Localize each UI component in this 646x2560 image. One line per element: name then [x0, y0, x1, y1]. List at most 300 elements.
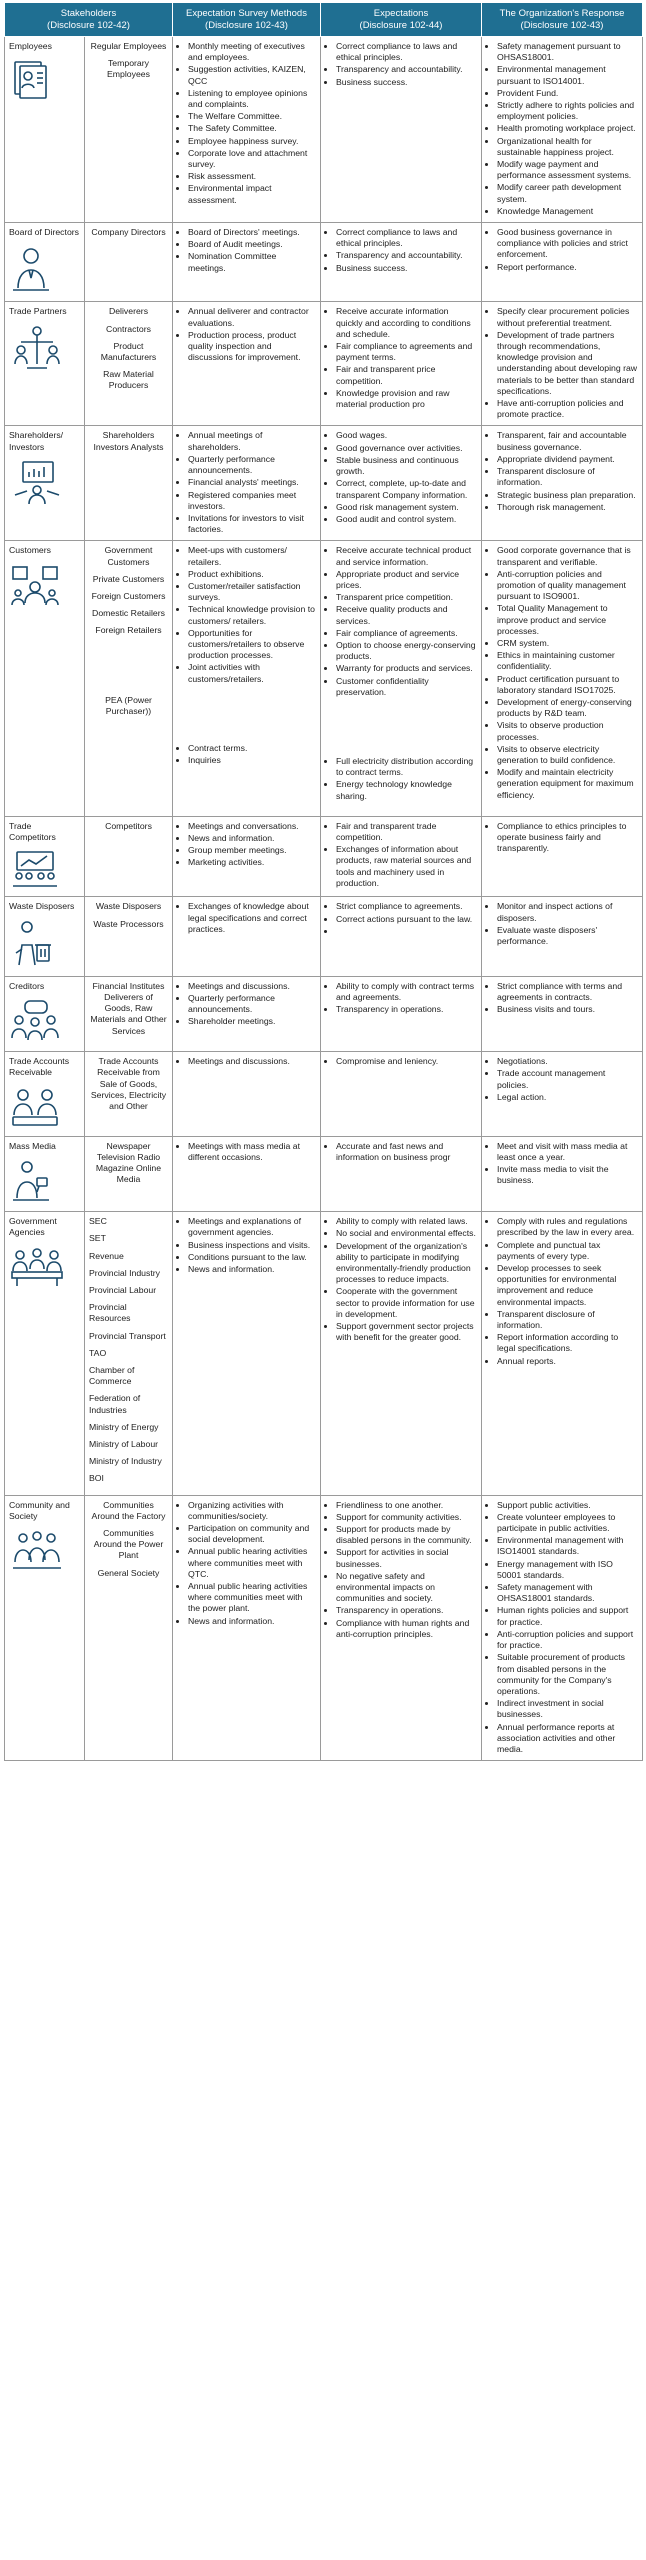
stakeholder-groups — [89, 1500, 168, 1579]
responses-list — [486, 545, 638, 800]
list-item: • News and information. — [188, 833, 316, 844]
responses-list — [486, 430, 638, 512]
responses-cell — [482, 223, 643, 302]
stakeholder-group: Ministry of Labour — [89, 1439, 159, 1450]
list-item: • Development of the organization's ability to participate in modifying environmentally-friendly production processes to reduce impacts. — [336, 1241, 477, 1286]
list-item: • Have anti-corruption policies and promote practice. — [497, 398, 638, 420]
list-item: • Compliance with human rights and anti-corruption principles. — [336, 1618, 477, 1640]
stakeholder-group: Shareholders Investors Analysts — [93, 430, 164, 452]
stakeholder-group: Foreign Retailers — [95, 625, 162, 636]
responses-cell — [482, 426, 643, 541]
list-item: • Friendliness to one another. — [336, 1500, 477, 1511]
expectations-list — [325, 1056, 477, 1067]
list-item: • Receive accurate technical product and service information. — [336, 545, 477, 567]
trade-partners-icon — [9, 324, 80, 375]
methods-cell — [173, 1136, 321, 1211]
expectations-list — [325, 756, 477, 802]
list-item: • Good risk management system. — [336, 502, 477, 513]
list-item: • No negative safety and environmental impacts on communities and society. — [336, 1571, 477, 1605]
groups-cell — [85, 816, 173, 897]
list-item: • Receive accurate information quickly and according to conditions and schedule. — [336, 306, 477, 340]
stakeholder-group: Domestic Retailers — [92, 608, 165, 619]
methods-list — [177, 227, 316, 274]
table-row — [5, 1495, 643, 1760]
methods-list — [177, 1056, 316, 1067]
groups-cell — [85, 37, 173, 223]
stakeholder-group: SEC — [89, 1216, 107, 1227]
expectations-list — [325, 901, 477, 937]
list-item: • Conditions pursuant to the law. — [188, 1252, 316, 1263]
stakeholder-groups — [89, 1141, 168, 1186]
stakeholder-groups — [89, 821, 168, 832]
list-item: • News and information. — [188, 1264, 316, 1275]
methods-list — [177, 901, 316, 935]
stakeholder-group: Ministry of Industry — [89, 1456, 162, 1467]
expectations-list — [325, 227, 477, 274]
stakeholder-group: Competitors — [105, 820, 152, 831]
list-item: • Fair and transparent trade competition. — [336, 821, 477, 843]
groups-cell — [85, 1052, 173, 1137]
list-item: • Meetings and conversations. — [188, 821, 316, 832]
responses-list — [486, 227, 638, 273]
methods-list — [177, 1141, 316, 1163]
stakeholder-name: Mass Media — [9, 1140, 56, 1151]
list-item: • Annual performance reports at association activities and other media. — [497, 1722, 638, 1756]
expectations-list — [325, 821, 477, 889]
header-title: The Organization's Response — [499, 7, 625, 19]
list-item: • Meetings and explanations of government agencies. — [188, 1216, 316, 1238]
table-row — [5, 426, 643, 541]
stakeholder-group: Company Directors — [91, 227, 166, 238]
responses-list — [486, 306, 638, 420]
expectations-cell — [321, 223, 482, 302]
responses-cell — [482, 816, 643, 897]
groups-cell — [85, 302, 173, 426]
list-item: • Accurate and fast news and information on business progr — [336, 1141, 477, 1163]
groups-cell — [85, 426, 173, 541]
groups-cell — [85, 1136, 173, 1211]
list-item: • Strictly adhere to rights policies and employment policies. — [497, 100, 638, 122]
list-item: • Compromise and leniency. — [336, 1056, 477, 1067]
stakeholder-group: General Society — [97, 1567, 160, 1578]
list-item: • Modify and maintain electricity generation equipment for maximum efficiency. — [497, 767, 638, 801]
expectations-list — [325, 1500, 477, 1640]
stakeholder-group: Revenue — [89, 1250, 124, 1261]
responses-cell — [482, 1052, 643, 1137]
stakeholder-group: Federation of Industries — [89, 1393, 141, 1415]
list-item: • Good corporate governance that is transparent and verifiable. — [497, 545, 638, 567]
list-item: • Safety management with OHSAS18001 standards. — [497, 1582, 638, 1604]
stakeholder-name: Board of Directors — [9, 227, 80, 238]
stakeholder-cell — [5, 37, 85, 223]
responses-cell — [482, 1495, 643, 1760]
methods-list — [177, 981, 316, 1028]
stakeholder-cell — [5, 426, 85, 541]
list-item: • Meetings with mass media at different occasions. — [188, 1141, 316, 1163]
list-item: • Participation on community and social development. — [188, 1523, 316, 1545]
list-item: • Modify career path development system. — [497, 182, 638, 204]
header-title: Expectations — [373, 7, 429, 19]
stakeholder-groups — [89, 227, 168, 238]
list-item: • Develop processes to seek opportunities for environmental improvement and reduce environmental impacts. — [497, 1263, 638, 1308]
stakeholder-groups — [89, 1056, 168, 1112]
stakeholder-groups — [89, 695, 168, 717]
stakeholder-cell — [5, 897, 85, 976]
list-item: • Fair and transparent price competition. — [336, 364, 477, 386]
groups-cell — [85, 223, 173, 302]
stakeholder-group: Provincial Transport — [89, 1330, 166, 1341]
expectations-cell — [321, 1052, 482, 1137]
list-item: • Strategic business plan preparation. — [497, 490, 638, 501]
list-item: • Group member meetings. — [188, 845, 316, 856]
list-item: • Corporate love and attachment survey. — [188, 148, 316, 170]
list-item: • Environmental impact assessment. — [188, 183, 316, 205]
list-item: • Strict compliance with terms and agreements in contracts. — [497, 981, 638, 1003]
stakeholder-group: Contractors — [106, 323, 151, 334]
list-item: • Transparency in operations. — [336, 1605, 477, 1616]
list-item: • Environmental management with ISO14001 standards. — [497, 1535, 638, 1557]
list-item: • Transparency in operations. — [336, 1004, 477, 1015]
responses-cell — [482, 302, 643, 426]
creditors-icon — [9, 998, 80, 1047]
table-row — [5, 816, 643, 897]
list-item: • Joint activities with customers/retailers. — [188, 662, 316, 684]
list-item: • Report performance. — [497, 262, 638, 273]
stakeholder-name: Trade Accounts Receivable — [9, 1056, 70, 1078]
stakeholder-group: Provincial Industry — [89, 1267, 160, 1278]
list-item: • Nomination Committee meetings. — [188, 251, 316, 273]
methods-cell — [173, 37, 321, 223]
list-item: • Ability to comply with contract terms and agreements. — [336, 981, 477, 1003]
list-item: • Support for products made by disabled persons in the community. — [336, 1524, 477, 1546]
header-stakeholders — [5, 3, 173, 37]
stakeholder-cell — [5, 302, 85, 426]
mass-media-icon — [9, 1158, 80, 1207]
stakeholder-group: Provincial Resources — [89, 1302, 131, 1324]
list-item: • Shareholder meetings. — [188, 1016, 316, 1027]
list-item: • Product exhibitions. — [188, 569, 316, 580]
list-item: • Correct, complete, up-to-date and transparent Company information. — [336, 478, 477, 500]
stakeholder-table — [4, 2, 643, 1761]
methods-cell — [173, 1052, 321, 1137]
list-item: • Good governance over activities. — [336, 443, 477, 454]
methods-cell — [173, 541, 321, 816]
table-row — [5, 1136, 643, 1211]
list-item: • Complete and punctual tax payments of every type. — [497, 1240, 638, 1262]
methods-cell — [173, 1495, 321, 1760]
stakeholder-group: Temporary Employees — [107, 58, 150, 80]
responses-list — [486, 981, 638, 1016]
list-item: • Knowledge Management — [497, 206, 638, 217]
table-row — [5, 223, 643, 302]
methods-cell — [173, 302, 321, 426]
list-item: • Create volunteer employees to participate in public activities. — [497, 1512, 638, 1534]
responses-list — [486, 1056, 638, 1103]
list-item: • Anti-corruption policies and support for practice. — [497, 1629, 638, 1651]
list-item: • Annual meetings of shareholders. — [188, 430, 316, 452]
stakeholder-name: Employees — [9, 41, 52, 51]
waste-disposers-icon — [9, 919, 80, 972]
stakeholder-group: Government Customers — [104, 545, 153, 567]
list-item: • Annual deliverer and contractor evaluations. — [188, 306, 316, 328]
list-item: • Marketing activities. — [188, 857, 316, 868]
expectations-list — [325, 430, 477, 525]
groups-cell — [85, 1495, 173, 1760]
list-item: • The Safety Committee. — [188, 123, 316, 134]
expectations-cell — [321, 976, 482, 1051]
investors-icon — [9, 459, 80, 510]
methods-cell — [173, 976, 321, 1051]
header-sub: (Disclosure 102-44) — [359, 19, 443, 31]
list-item: • Support government sector projects with benefit for the greater good. — [336, 1321, 477, 1343]
table-header-row — [5, 3, 643, 37]
responses-list — [486, 821, 638, 855]
header-sub: (Disclosure 102-43) — [205, 19, 288, 31]
list-item: • Evaluate waste disposers' performance. — [497, 925, 638, 947]
list-item: • Development of trade partners through recommendations, knowledge provision and understanding about developing raw materials to be better than standard specifications. — [497, 330, 638, 397]
stakeholder-cell — [5, 1212, 85, 1495]
stakeholder-groups — [89, 1216, 168, 1484]
list-item: • Indirect investment in social businesses. — [497, 1698, 638, 1720]
list-item: • Inquiries — [188, 755, 316, 766]
list-item: • News and information. — [188, 1616, 316, 1627]
methods-cell — [173, 1212, 321, 1495]
stakeholder-cell — [5, 816, 85, 897]
list-item: • Annual public hearing activities where communities meet with the power plant. — [188, 1581, 316, 1615]
stakeholder-name: Trade Partners — [9, 306, 67, 317]
methods-cell — [173, 816, 321, 897]
stakeholder-group: Deliverers — [108, 306, 149, 317]
expectations-cell — [321, 541, 482, 816]
methods-cell — [173, 426, 321, 541]
responses-list — [486, 1500, 638, 1755]
list-item: • Ability to comply with related laws. — [336, 1216, 477, 1227]
list-item: • Provident Fund. — [497, 88, 638, 99]
list-item: • Appropriate dividend payment. — [497, 454, 638, 465]
responses-list — [486, 901, 638, 947]
segment-spacer — [177, 695, 316, 743]
stakeholder-cell — [5, 223, 85, 302]
list-item: • Financial analysts' meetings. — [188, 477, 316, 488]
responses-cell — [482, 37, 643, 223]
list-item: • Business inspections and visits. — [188, 1240, 316, 1251]
list-item: • Knowledge provision and raw material production pro — [336, 388, 477, 410]
stakeholder-cell — [5, 976, 85, 1051]
responses-cell — [482, 1136, 643, 1211]
list-item: • Suggestion activities, KAIZEN, QCC — [188, 64, 316, 86]
expectations-cell — [321, 897, 482, 976]
stakeholder-name: Government Agencies — [9, 1216, 57, 1238]
list-item: • Anti-corruption policies and promotion of quality management pursuant to ISO9001. — [497, 569, 638, 603]
list-item: • Good audit and control system. — [336, 514, 477, 525]
list-item: • No social and environmental effects. — [336, 1228, 477, 1239]
list-item — [336, 926, 477, 937]
list-item: • Risk assessment. — [188, 171, 316, 182]
community-icon — [9, 1528, 80, 1575]
list-item: • Exchanges of information about products, raw material sources and tools and machinery used in production. — [336, 844, 477, 889]
list-item: • Receive quality products and services. — [336, 604, 477, 626]
methods-cell — [173, 223, 321, 302]
list-item: • Cooperate with the government sector to provide information for use in development. — [336, 1286, 477, 1320]
stakeholder-groups — [89, 901, 168, 929]
stakeholder-group: Product Manufacturers — [100, 340, 157, 363]
segment-spacer — [89, 647, 168, 695]
stakeholder-groups — [89, 41, 168, 81]
list-item: • Employee happiness survey. — [188, 136, 316, 147]
stakeholder-group: BOI — [89, 1473, 104, 1484]
list-item: • Meet-ups with customers/ retailers. — [188, 545, 316, 567]
list-item: • Transparent, fair and accountable business governance. — [497, 430, 638, 452]
methods-list — [177, 821, 316, 869]
list-item: • Customer confidentiality preservation. — [336, 676, 477, 698]
list-item: • Development of energy-conserving products by R&D team. — [497, 697, 638, 719]
stakeholder-group: Trade Accounts Receivable from Sale of Goods, Services, Electricity and Other — [90, 1056, 167, 1111]
list-item: • Transparent price competition. — [336, 592, 477, 603]
list-item: • Transparency and accountability. — [336, 64, 477, 75]
expectations-cell — [321, 426, 482, 541]
list-item: • Strict compliance to agreements. — [336, 901, 477, 912]
responses-list — [486, 41, 638, 217]
list-item: • Business visits and tours. — [497, 1004, 638, 1015]
methods-list — [177, 430, 316, 535]
expectations-cell — [321, 1136, 482, 1211]
stakeholder-group: TAO — [89, 1347, 107, 1358]
header-sub: (Disclosure 102-42) — [47, 19, 130, 31]
list-item: • Meet and visit with mass media at least once a year. — [497, 1141, 638, 1163]
list-item: • Legal action. — [497, 1092, 638, 1103]
table-row — [5, 37, 643, 223]
list-item: • Meetings and discussions. — [188, 981, 316, 992]
header-expectations — [321, 3, 482, 37]
header-response — [482, 3, 643, 37]
list-item: • Production process, product quality inspection and discussions for improvement. — [188, 330, 316, 364]
list-item: • Customer/retailer satisfaction surveys. — [188, 581, 316, 603]
methods-list — [177, 1500, 316, 1627]
list-item: • Exchanges of knowledge about legal specifications and correct practices. — [188, 901, 316, 935]
responses-list — [486, 1216, 638, 1367]
stakeholder-group: Regular Employees — [90, 41, 167, 51]
expectations-list — [325, 306, 477, 410]
list-item: • Full electricity distribution according to contract terms. — [336, 756, 477, 778]
list-item: • Quarterly performance announcements. — [188, 454, 316, 476]
list-item: • Registered companies meet investors. — [188, 490, 316, 512]
expectations-cell — [321, 1495, 482, 1760]
list-item: • Invite mass media to visit the business. — [497, 1164, 638, 1186]
list-item: • Transparency and accountability. — [336, 250, 477, 261]
list-item: • Appropriate product and service prices. — [336, 569, 477, 591]
stakeholder-group: Chamber of Commerce — [89, 1365, 135, 1387]
list-item: • Trade account management policies. — [497, 1068, 638, 1090]
list-item: • Invitations for investors to visit factories. — [188, 513, 316, 535]
list-item: • Comply with rules and regulations prescribed by the law in every area. — [497, 1216, 638, 1238]
list-item: • Warranty for products and services. — [336, 663, 477, 674]
list-item: • Visits to observe electricity generation to build confidence. — [497, 744, 638, 766]
stakeholder-group: Communities Around the Power Plant — [93, 1528, 164, 1561]
expectations-list — [325, 1141, 477, 1163]
list-item: • Stable business and continuous growth. — [336, 455, 477, 477]
list-item: • Monthly meeting of executives and employees. — [188, 41, 316, 63]
stakeholder-cell — [5, 1052, 85, 1137]
methods-list — [177, 743, 316, 766]
board-of-directors-icon — [9, 244, 80, 297]
list-item: • Quarterly performance announcements. — [188, 993, 316, 1015]
groups-cell — [85, 1212, 173, 1495]
stakeholder-name: Shareholders/ Investors — [9, 430, 64, 452]
stakeholder-cell — [5, 1495, 85, 1760]
list-item: • Correct compliance to laws and ethical principles. — [336, 41, 477, 63]
list-item: • Visits to observe production processes. — [497, 720, 638, 742]
list-item: • Listening to employee opinions and complaints. — [188, 88, 316, 110]
list-item: • Good wages. — [336, 430, 477, 441]
stakeholder-group: Waste Processors — [93, 918, 164, 929]
table-row — [5, 976, 643, 1051]
stakeholder-group: Foreign Customers — [91, 590, 166, 601]
stakeholder-groups — [89, 981, 168, 1037]
employees-icon — [9, 58, 80, 105]
expectations-cell — [321, 1212, 482, 1495]
list-item: • Thorough risk management. — [497, 502, 638, 513]
list-item: • Transparent disclosure of information. — [497, 1309, 638, 1331]
list-item: • Support public activities. — [497, 1500, 638, 1511]
expectations-cell — [321, 37, 482, 223]
header-title: Stakeholders — [60, 7, 117, 19]
list-item: • Correct actions pursuant to the law. — [336, 914, 477, 925]
list-item: • Report information according to legal specifications. — [497, 1332, 638, 1354]
list-item: • Specify clear procurement policies without preferential treatment. — [497, 306, 638, 328]
responses-cell — [482, 541, 643, 816]
list-item: • Transparent disclosure of information. — [497, 466, 638, 488]
stakeholder-group: SET — [89, 1233, 106, 1244]
groups-cell — [85, 541, 173, 816]
list-item: • Board of Directors' meetings. — [188, 227, 316, 238]
expectations-cell — [321, 302, 482, 426]
table-row — [5, 541, 643, 816]
stakeholder-group: Private Customers — [92, 573, 165, 584]
list-item: • Health promoting workplace project. — [497, 123, 638, 134]
stakeholder-name: Waste Disposers — [9, 901, 75, 912]
responses-list — [486, 1141, 638, 1187]
list-item: • Product certification pursuant to laboratory standard ISO17025. — [497, 674, 638, 696]
stakeholder-cell — [5, 1136, 85, 1211]
expectations-list — [325, 981, 477, 1016]
methods-list — [177, 1216, 316, 1275]
table-row — [5, 1212, 643, 1495]
groups-cell — [85, 897, 173, 976]
list-item: • Fair compliance of agreements. — [336, 628, 477, 639]
expectations-cell — [321, 816, 482, 897]
stakeholder-group: Ministry of Energy — [89, 1421, 159, 1432]
list-item: • Support for community activities. — [336, 1512, 477, 1523]
table-row — [5, 1052, 643, 1137]
groups-cell — [85, 976, 173, 1051]
stakeholder-group: Financial Institutes Deliverers of Goods, Raw Materials and Other Services — [90, 980, 167, 1036]
list-item: • Correct compliance to laws and ethical principles. — [336, 227, 477, 249]
list-item: • Modify wage payment and performance assessment systems. — [497, 159, 638, 181]
stakeholder-group: Newspaper Television Radio Magazine Online Media — [95, 1140, 162, 1185]
expectations-list — [325, 1216, 477, 1343]
segment-spacer — [325, 708, 477, 756]
list-item: • Organizing activities with communities/society. — [188, 1500, 316, 1522]
stakeholder-group: PEA (Power Purchaser)) — [105, 694, 152, 716]
list-item: • Option to choose energy-conserving products. — [336, 640, 477, 662]
methods-list — [177, 41, 316, 206]
stakeholder-groups — [89, 430, 168, 452]
stakeholder-name: Trade Competitors — [9, 820, 56, 842]
responses-cell — [482, 1212, 643, 1495]
list-item: • Board of Audit meetings. — [188, 239, 316, 250]
methods-list — [177, 545, 316, 684]
list-item: • Annual reports. — [497, 1356, 638, 1367]
